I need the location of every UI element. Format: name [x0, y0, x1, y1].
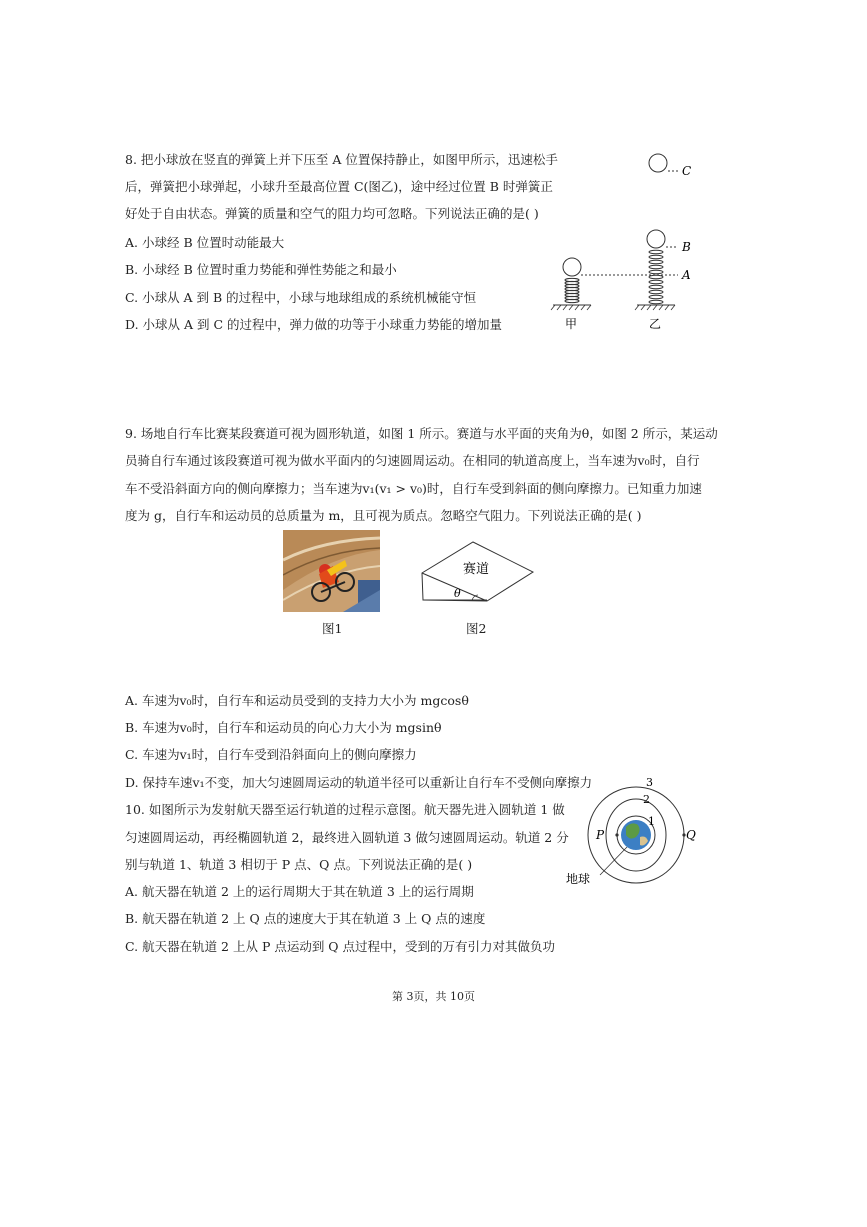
q8-spring-figure	[545, 150, 705, 335]
orbit-1-label: 1	[648, 815, 655, 828]
q9-stem-line-4: 度为 g，自行车和运动员的总质量为 m，且可视为质点。忽略空气阻力。下列说法正确的是( )	[125, 508, 642, 523]
q9-option-b: B. 车速为v₀时，自行车和运动员的向心力大小为 mgsinθ	[125, 720, 442, 735]
ball-at-c	[649, 154, 667, 172]
cyclist-photo	[283, 530, 380, 612]
track-incline-figure	[420, 540, 540, 610]
orbit-2-label: 2	[643, 793, 650, 806]
q10-option-a: A. 航天器在轨道 2 上的运行周期大于其在轨道 3 上的运行周期	[125, 884, 474, 899]
ball-left	[563, 258, 581, 276]
earth-label: 地球	[566, 872, 591, 886]
caption-yi: 乙	[649, 317, 662, 331]
q9-option-d: D. 保持车速v₁不变，加大匀速圆周运动的轨道半径可以重新让自行车不受侧向摩擦力	[125, 775, 593, 790]
caption-jia: 甲	[565, 317, 578, 331]
q8-option-a: A. 小球经 B 位置时动能最大	[125, 235, 285, 250]
orbit-3-label: 3	[646, 776, 653, 789]
q8-stem-line-3: 好处于自由状态。弹簧的质量和空气的阻力均可忽略。下列说法正确的是( )	[125, 206, 539, 221]
q10-option-c: C. 航天器在轨道 2 上从 P 点运动到 Q 点过程中，受到的万有引力对其做负功	[125, 939, 556, 954]
q10-stem-line-3: 别与轨道 1、轨道 3 相切于 P 点、Q 点。下列说法正确的是( )	[125, 857, 473, 872]
label-b: B	[682, 240, 691, 254]
q8-option-d: D. 小球从 A 到 C 的过程中，弹力做的功等于小球重力势能的增加量	[125, 317, 503, 332]
q10-stem-line-2: 匀速圆周运动，再经椭圆轨道 2，最终进入圆轨道 3 做匀速圆周运动。轨道 2 分	[125, 830, 569, 845]
q8-option-c: C. 小球从 A 到 B 的过程中，小球与地球组成的系统机械能守恒	[125, 290, 477, 305]
relaxed-spring	[649, 250, 663, 304]
q9-option-c: C. 车速为v₁时，自行车受到沿斜面向上的侧向摩擦力	[125, 747, 417, 762]
ball-at-b	[647, 230, 665, 248]
q9-option-a: A. 车速为v₀时，自行车和运动员受到的支持力大小为 mgcosθ	[125, 693, 469, 708]
page-footer: 第 3页，共 10页	[392, 990, 475, 1003]
label-a: A	[682, 268, 691, 282]
point-p-label: P	[596, 828, 605, 842]
track-label: 赛道	[463, 562, 490, 577]
q8-stem-line-2: 后，弹簧把小球弹起，小球升至最高位置 C(图乙)，途中经过位置 B 时弹簧正	[125, 179, 553, 194]
angle-theta-label: θ	[454, 587, 461, 600]
q10-stem-line-1: 10. 如图所示为发射航天器至运行轨道的过程示意图。航天器先进入圆轨道 1 做	[125, 802, 565, 817]
compressed-spring	[565, 278, 579, 302]
fig2-caption: 图2	[466, 621, 487, 636]
q9-stem-line-2: 员骑自行车通过该段赛道可视为做水平面内的匀速圆周运动。在相同的轨道高度上，当车速为v₀时，自行	[125, 453, 700, 468]
q8-stem-line-1: 8. 把小球放在竖直的弹簧上并下压至 A 位置保持静止，如图甲所示，迅速松手	[125, 152, 558, 167]
q10-option-b: B. 航天器在轨道 2 上 Q 点的速度大于其在轨道 3 上 Q 点的速度	[125, 911, 486, 926]
point-q-label: Q	[686, 828, 696, 842]
orbit-figure	[560, 775, 700, 890]
q9-stem-line-1: 9. 场地自行车比赛某段赛道可视为圆形轨道，如图 1 所示。赛道与水平面的夹角为θ，如图 2 所示，某运动	[125, 426, 718, 441]
q9-stem-line-3: 车不受沿斜面方向的侧向摩擦力；当车速为v₁(v₁ > v₀)时，自行车受到斜面的侧向摩擦力。已知重力加速	[125, 481, 702, 496]
label-c: C	[682, 164, 692, 178]
q8-option-b: B. 小球经 B 位置时重力势能和弹性势能之和最小	[125, 262, 397, 277]
fig1-caption: 图1	[322, 621, 343, 636]
